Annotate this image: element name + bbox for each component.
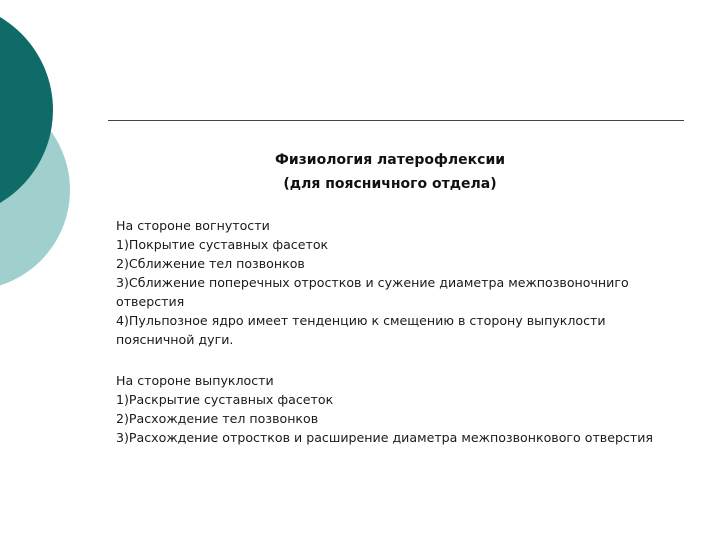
concave-side-section: [116, 216, 686, 349]
convex-item-2: 2)Расхождение тел позвонков: [116, 411, 319, 426]
slide-title: [160, 148, 620, 196]
decorative-circles: [0, 0, 80, 300]
convex-item-3: 3)Расхождение отростков и расширение диаметра межпозвонкового отверстия: [116, 430, 653, 445]
title-divider: [108, 120, 684, 121]
concave-item-4: 4)Пульпозное ядро имеет тенденцию к смещению в сторону выпуклости поясничной дуги.: [116, 313, 606, 347]
concave-item-1: 1)Покрытие суставных фасеток: [116, 237, 329, 252]
convex-side-section: [116, 371, 686, 447]
title-line-1: Физиология латерофлексии: [274, 152, 506, 168]
title-line-2: (для поясничного отдела): [283, 176, 497, 192]
concave-item-3: 3)Сближение поперечных отростков и сужение диаметра межпозвоночнигo отверстия: [116, 275, 629, 309]
concave-heading: На стороне вогнутости: [116, 218, 270, 233]
convex-heading: На стороне выпуклости: [116, 373, 274, 388]
convex-item-1: 1)Раскрытие суставных фасеток: [116, 392, 334, 407]
concave-item-2: 2)Сближение тел позвонков: [116, 256, 305, 271]
